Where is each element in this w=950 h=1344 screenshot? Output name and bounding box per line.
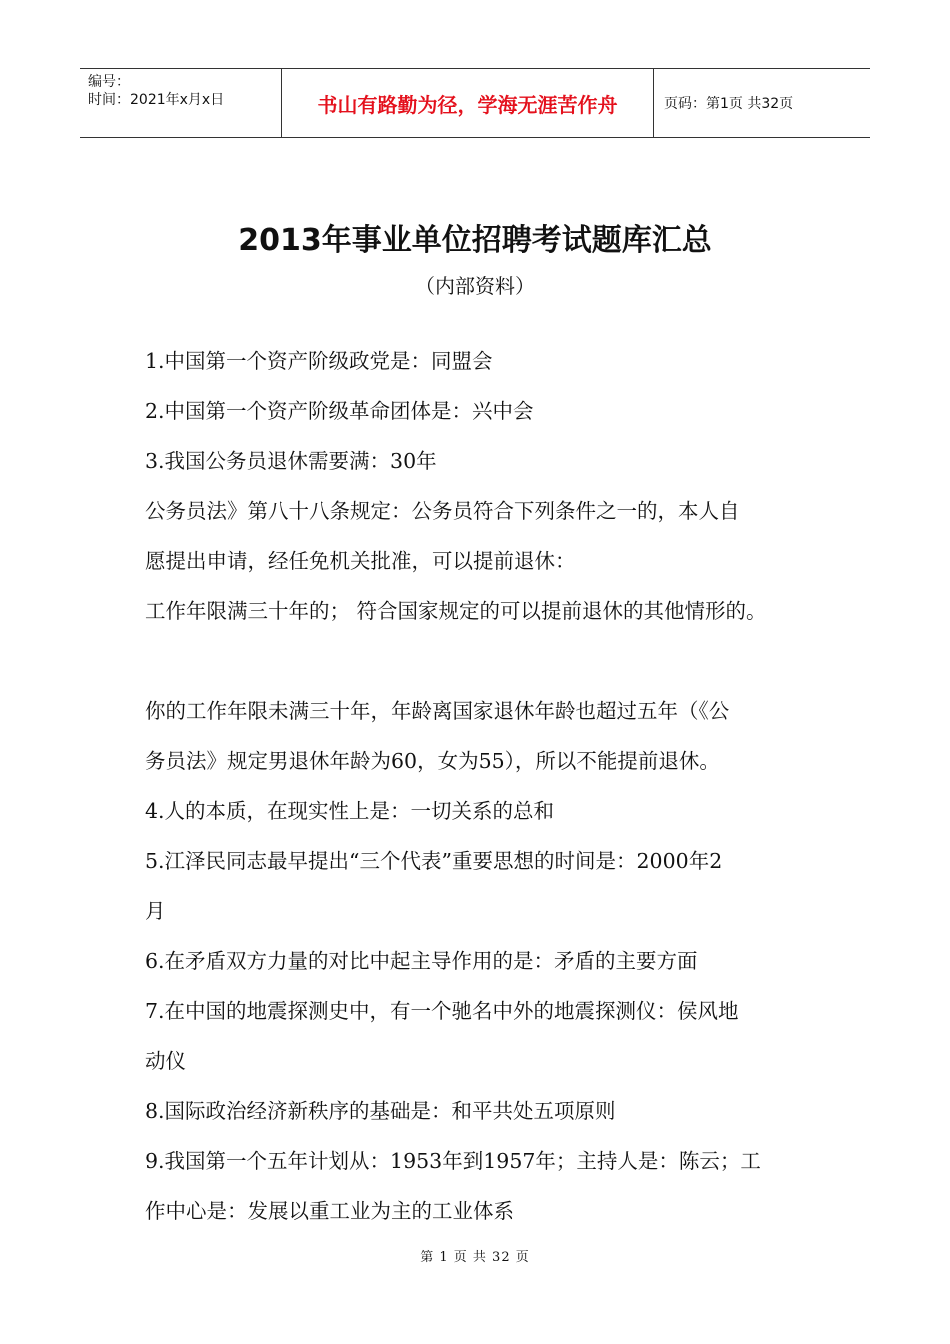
body-line: 月 — [145, 899, 166, 923]
body-line: 工作年限满三十年的； 符合国家规定的可以提前退休的其他情形的。 — [145, 599, 767, 623]
body-line: 动仪 — [145, 1049, 186, 1073]
body-line: 务员法》规定男退休年龄为60，女为55），所以不能提前退休。 — [145, 749, 720, 773]
header-motto: 书山有路勤为径，学海无涯苦作舟 — [282, 69, 654, 137]
body-line: 1.中国第一个资产阶级政党是：同盟会 — [145, 349, 493, 373]
body-line: 作中心是：发展以重工业为主的工业体系 — [145, 1199, 514, 1223]
body-line: 9.我国第一个五年计划从：1953年到1957年；主持人是：陈云；工 — [145, 1149, 761, 1173]
page-footer: 第 1 页 共 32 页 — [420, 1250, 530, 1265]
page-header — [80, 68, 870, 138]
body-line: 3.我国公务员退休需要满：30年 — [145, 449, 437, 473]
body-line: 愿提出申请，经任免机关批准，可以提前退休： — [145, 549, 576, 573]
document-subtitle: （内部资料） — [415, 274, 535, 298]
number-label: 编号： — [88, 74, 130, 90]
header-page-info: 页码：第1页 共32页 — [664, 96, 794, 112]
body-line: 8.国际政治经济新秩序的基础是：和平共处五项原则 — [145, 1099, 616, 1123]
body-line: 7.在中国的地震探测史中，有一个驰名中外的地震探测仪：侯风地 — [145, 999, 739, 1023]
document-body — [145, 336, 825, 1236]
body-line: 4.人的本质，在现实性上是：一切关系的总和 — [145, 799, 555, 823]
document-title: 2013年事业单位招聘考试题库汇总 — [238, 223, 712, 258]
body-line — [145, 636, 825, 686]
body-line: 公务员法》第八十八条规定：公务员符合下列条件之一的，本人自 — [145, 499, 740, 523]
body-line: 2.中国第一个资产阶级革命团体是：兴中会 — [145, 399, 534, 423]
time-label: 时间：2021年x月x日 — [88, 92, 225, 108]
body-line: 5.江泽民同志最早提出“三个代表”重要思想的时间是：2000年2 — [145, 849, 723, 873]
body-line: 6.在矛盾双方力量的对比中起主导作用的是：矛盾的主要方面 — [145, 949, 698, 973]
header-meta — [80, 69, 282, 137]
body-line: 你的工作年限未满三十年，年龄离国家退休年龄也超过五年（《公 — [145, 699, 730, 723]
